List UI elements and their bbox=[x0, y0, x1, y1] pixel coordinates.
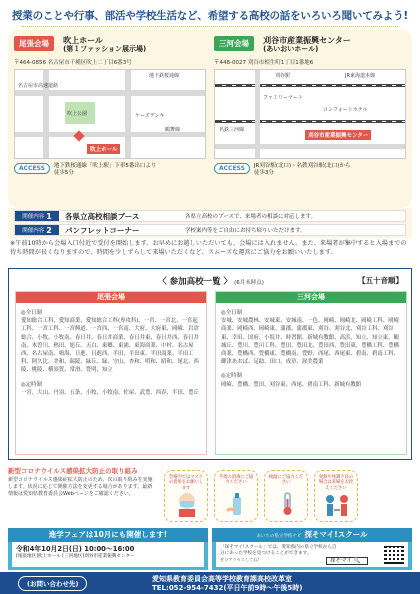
venue-name-text: 吹上ホール bbox=[63, 36, 103, 45]
covid-item bbox=[264, 470, 308, 522]
covid-item-label: 検温にご協力ください bbox=[268, 475, 304, 486]
map-label: コンフォートホテル bbox=[323, 107, 368, 113]
school-column-owari bbox=[15, 291, 207, 455]
access-line: JR刈谷駅(北口)・名鉄刈谷駅(北口)から bbox=[253, 163, 351, 169]
school-group-label: ◎全日制 bbox=[21, 310, 42, 316]
access-text bbox=[254, 163, 351, 177]
program-badge bbox=[15, 225, 59, 235]
contact-phone: TEL:052-954-7432(平日午前9時～午後5時) bbox=[152, 584, 303, 592]
school-group-label: ◎全日制 bbox=[221, 310, 242, 316]
school-column-body bbox=[16, 303, 206, 401]
covid-item bbox=[164, 470, 208, 522]
covid-item-label: 発熱や体調不良の場合は来場をお控えください bbox=[318, 475, 354, 491]
school-list-title bbox=[9, 275, 413, 287]
thermometer-icon bbox=[273, 491, 301, 517]
school-navi-name: 探そマイ!スクール bbox=[304, 530, 368, 539]
school-navi-title bbox=[212, 528, 412, 542]
map-label: 吹上公園 bbox=[67, 111, 88, 117]
venue-sub: (あいおいホール) bbox=[263, 45, 319, 53]
school-group bbox=[21, 309, 201, 375]
program-section bbox=[8, 208, 412, 238]
school-group-list: 愛知総合工科、愛知商業、愛知総合工科(専攻科)、一宮、一宮北、一宮起工科、一宮工科、一宮興道、一宮西、一宮南、大府、大府東、岡崎、岩倉総合、小牧、小牧南、春日井、春日井商業、春日井東、春日井西、春日井南、木曽川、熱田、旭丘、天白、東郷、東浦、東海商業、中村、名古屋西、名古屋南、鳴海、日進、日進西、半田、半田東、半田商業、半田工科、阿久比、美和、瑞陵、緑丘、緑、守山、杏和、明和、昭和、尾北、西陵、桃陵、横須賀、常滑、豊明、知立 bbox=[21, 318, 199, 374]
school-group-list: 安城、安城農林、安城東、安城南、一色、岡崎、岡崎北、岡崎工科、岡崎商業、岡崎西、岡崎東、蒲郡、蒲郡東、刈谷、刈谷北、刈谷工科、刈谷東、幸田、国府、小坂井、時習館、新城有教館、高浜、知立、知立東、鶴城丘、豊川、豊川工科、豊田、豊田北、豊田西、豊田東、豊橋工科、豊橋商業、豊橋西、豊橋東、豊橋南、豊野、西尾、西尾東、碧南、碧南工科、御津あおば、足助、田口、成章、渥美農業 bbox=[221, 318, 399, 366]
school-group-list: 一宮、大山、丹羽、五条、小牧、小牧南、佐屋、武豊、西春、半田、豊丘 bbox=[21, 389, 199, 396]
school-navi-promo bbox=[212, 528, 412, 570]
school-group-label: ◎定時制 bbox=[21, 381, 42, 388]
program-row bbox=[14, 224, 406, 236]
covid-items bbox=[164, 470, 358, 522]
map-label: JR東海道本線 bbox=[345, 73, 375, 79]
program-desc: 学校案内等をご自由にお持ち帰りいただけます。 bbox=[185, 228, 306, 234]
venue-address: 〒464-0856 名古屋市千種区吹上二丁目6番3号 bbox=[14, 60, 132, 66]
qr-code-icon[interactable] bbox=[384, 544, 404, 564]
fair-promo-date: 令和4年10月2日(日) 10:00～16:00 bbox=[16, 545, 135, 553]
school-navi-cta: ぜひアクセスしてね! bbox=[220, 557, 260, 562]
school-group-list: 岡崎、豊橋、豊田、刈谷東、西尾、碧南工科、新城有教館 bbox=[221, 381, 362, 388]
venue-address: 〒448-0027 刈谷市相生町1丁目1番地6 bbox=[214, 60, 314, 66]
venue-tag: 三河会場 bbox=[214, 36, 254, 51]
school-column-body bbox=[216, 303, 406, 393]
fair-promo-content bbox=[12, 542, 204, 567]
school-list-date: (6月末時点) bbox=[234, 280, 264, 286]
map-label: ファミリーマート bbox=[263, 95, 303, 101]
venue-tag: 尾張会場 bbox=[14, 36, 54, 51]
program-number: 1 bbox=[46, 211, 52, 221]
program-name: パンフレットコーナー bbox=[65, 225, 140, 235]
school-navi-search-box[interactable]: 探そマイ 🔍 bbox=[326, 557, 368, 565]
access-text bbox=[54, 163, 157, 177]
program-name: 各県立高校相談ブース bbox=[65, 211, 140, 221]
map-label: 鶴舞線 bbox=[165, 127, 181, 133]
covid-text: 新型コロナウイルス感染症拡大防止のため、次の取り組みを実施します。状況に応じて開催方法を変更する場合があります。最新情報は愛知県教育委員会Webページをご確認ください。 bbox=[8, 477, 153, 497]
venue-map bbox=[214, 69, 406, 159]
school-group bbox=[221, 309, 401, 366]
program-desc: 各県立高校のブースで、来場者の相談に対応します。 bbox=[185, 214, 317, 220]
program-label: 開催内容 bbox=[22, 228, 45, 234]
venue-name-text: 刈谷市産業振興センター bbox=[263, 36, 351, 45]
map-label: ケーズデンキ bbox=[135, 113, 165, 119]
access-badge: ACCESS bbox=[14, 163, 50, 174]
venue-map bbox=[14, 69, 206, 159]
school-list-heading: 〈 参加高校一覧 〉 bbox=[158, 277, 233, 287]
access-badge: ACCESS bbox=[214, 163, 250, 174]
entry-notice: ※午前10時から会場入口付近で受付を開始します。お早めにお越しいただいても、会場には入れません。また、来場者が集中すると入場までの待ち時間が長くなりますので、時間を少しずらして来場いただくなど、スムーズな運営にご協力をお願いいたします。 bbox=[10, 240, 407, 256]
school-list bbox=[8, 268, 412, 460]
access-line: 徒歩3分 bbox=[253, 170, 274, 176]
covid-title: 新型コロナウイルス感染拡大防止の取り組み bbox=[8, 467, 138, 475]
map-label: 名鉄三河線 bbox=[219, 127, 245, 133]
contact-org: 愛知県教育委員会高等学校教育課高校改革室 bbox=[152, 575, 292, 583]
school-navi-text: 「探そマイ!スクール」では、愛知県内の県立学校から自分にあった学校を見つけることができます。 bbox=[220, 545, 337, 556]
program-row bbox=[14, 210, 406, 222]
program-badge bbox=[15, 211, 59, 221]
program-number: 2 bbox=[46, 225, 52, 235]
mask-icon bbox=[173, 491, 201, 517]
fair-promo-venues: [尾張地区]吹上ホール [三河地区]刈谷市産業振興センター bbox=[16, 554, 135, 559]
sanitizer-icon bbox=[223, 491, 251, 517]
venue-name bbox=[63, 36, 146, 54]
venue-owari bbox=[14, 36, 206, 177]
venue-marker: 吹上ホール bbox=[87, 144, 120, 154]
school-group-label: ◎定時制 bbox=[221, 373, 242, 380]
covid-item bbox=[214, 470, 258, 522]
venue-mikawa bbox=[214, 36, 406, 177]
venue-name bbox=[263, 36, 351, 54]
headline: 授業のことや行事、部活や学校生活など、希望する高校の話をいろいろ聞いてみよう! bbox=[0, 8, 420, 23]
contact-footer bbox=[0, 572, 420, 594]
map-label: 地下鉄桜通線 bbox=[149, 73, 180, 79]
venue-panel bbox=[8, 30, 412, 208]
program-label: 開催内容 bbox=[22, 214, 45, 220]
school-column-mikawa bbox=[215, 291, 407, 455]
fair-promo bbox=[8, 528, 208, 570]
school-column-header: 三河会場 bbox=[216, 292, 406, 303]
covid-item-label: 会場内ではマスクの着用をお願いします bbox=[168, 475, 204, 491]
map-label: 刈谷駅 bbox=[275, 73, 291, 79]
covid-item-label: 手指の消毒にご協力ください bbox=[218, 475, 254, 486]
school-navi-subtitle: あいちの県立学校ナビ bbox=[256, 534, 302, 539]
school-column-header: 尾張会場 bbox=[16, 292, 206, 303]
school-navi-content bbox=[216, 542, 408, 567]
access-line: 地下鉄桜通線「吹上駅」下車5番出口より bbox=[53, 163, 157, 169]
venue-access bbox=[14, 163, 206, 177]
covid-item bbox=[314, 470, 358, 522]
school-navi-info bbox=[220, 545, 340, 563]
venue-marker: 刈谷市産業振興センター bbox=[305, 130, 371, 140]
access-line: 徒歩5分 bbox=[53, 170, 74, 176]
map-label: 名古屋市高速道路 bbox=[18, 83, 59, 89]
school-list-order: 【五十音順】 bbox=[358, 276, 403, 285]
fair-promo-title: 進学フェアは10月にも開催します! bbox=[8, 528, 208, 542]
contact-badge: (お問い合わせ先) bbox=[18, 576, 87, 591]
distancing-icon bbox=[323, 491, 351, 517]
school-group bbox=[21, 381, 201, 397]
venue-sub: (第１ファッション展示場) bbox=[63, 45, 147, 53]
venue-access bbox=[214, 163, 406, 177]
covid-section bbox=[8, 466, 412, 524]
fair-promo-info bbox=[16, 545, 135, 560]
school-group bbox=[221, 372, 401, 388]
